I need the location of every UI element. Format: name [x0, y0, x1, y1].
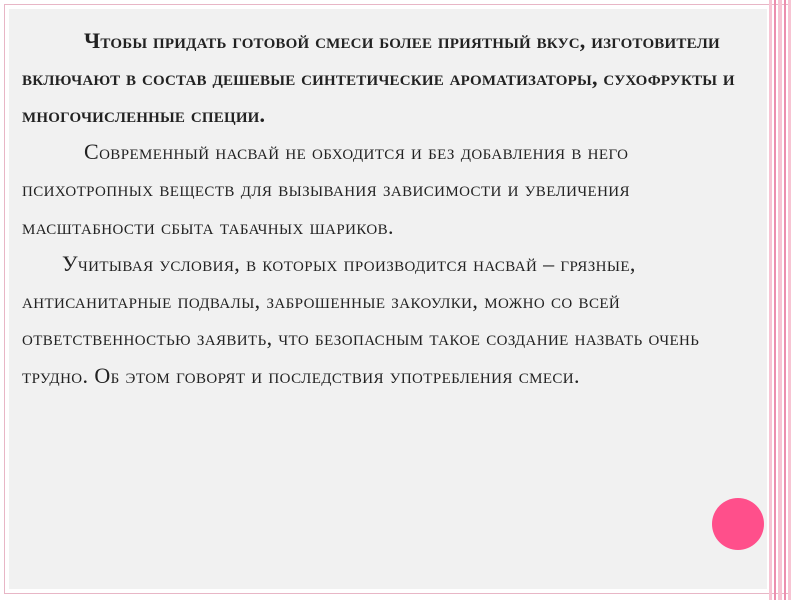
paragraph-2: Современный насвай не обходится и без добавления в него психотропных веществ для вызывания зависимости и увеличения масштабности сбыта табачных шариков. — [22, 139, 630, 239]
stripe-5 — [788, 0, 791, 600]
paragraph-1: Чтобы придать готовой смеси более приятный вкус, изготовители включают в состав дешевые синтетические ароматизаторы, сухофрукты и многочисленные специи. — [22, 28, 735, 127]
stripe-2 — [774, 0, 776, 600]
stripe-3 — [778, 0, 782, 600]
stripe-4 — [784, 0, 786, 600]
stripe-1 — [769, 0, 772, 600]
body-text — [22, 22, 760, 394]
paragraph-3: Учитывая условия, в которых производится насвай – грязные, антисанитарные подвалы, заброшенные закоулки, можно со всей ответственностью заявить, что безопасным такое создание назвать очень трудно. Об этом говорят и последствия употребления смеси. — [22, 250, 700, 388]
accent-circle — [712, 498, 764, 550]
decorative-stripes — [769, 0, 791, 600]
